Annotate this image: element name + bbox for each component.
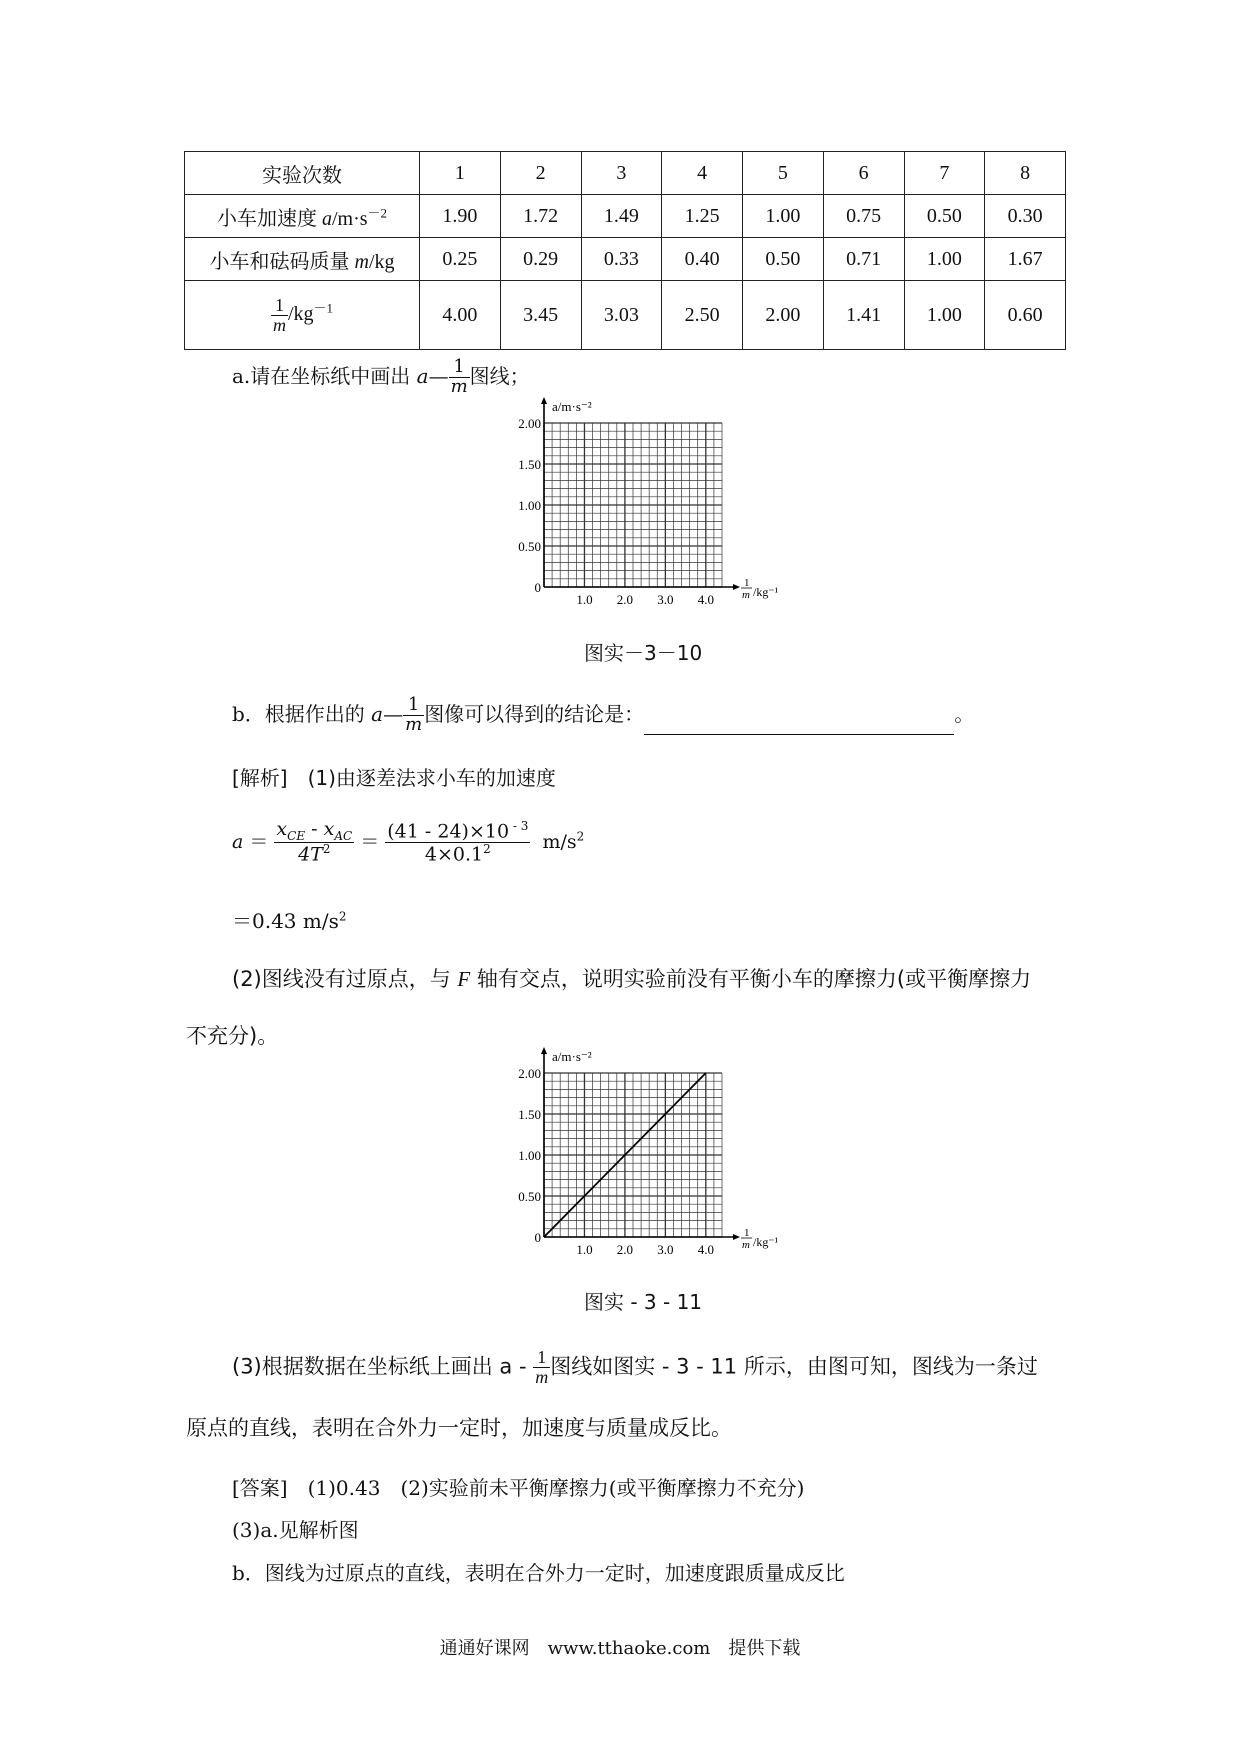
table-cell: 1.72 [500, 195, 581, 238]
table-cell: 3.03 [581, 281, 662, 350]
x-axis-arrow [733, 584, 740, 590]
y-tick-label: 1.00 [518, 1148, 541, 1163]
y-tick-label: 1.50 [518, 1107, 541, 1122]
row-label-inverse-mass: $\frac{1}{m}$ $/kg^{-1}$ [185, 281, 420, 350]
x-tick-label: 1.0 [576, 1242, 593, 1257]
table-cell: 0.25 [420, 238, 501, 281]
x-axis-label-num: 1 [744, 1227, 750, 1239]
x-axis-label-den: m [742, 589, 750, 601]
y-axis-arrow [541, 1047, 547, 1054]
table-cell: 0.71 [823, 238, 904, 281]
table-row [185, 238, 1066, 281]
y-axis-arrow [541, 397, 547, 404]
acceleration-result: ＝0.43 $m/s^2$ [232, 909, 347, 933]
table-cell: 1.25 [662, 195, 743, 238]
y-tick-label: 2.00 [518, 416, 541, 431]
x-tick-label: 3.0 [657, 592, 674, 607]
row-label-mass: 小车和砝码质量 m/kg [185, 238, 420, 281]
analysis-part3-line2: 原点的直线，表明在合外力一定时，加速度与质量成反比。 [186, 1416, 732, 1440]
y-tick-label: 0 [534, 1230, 541, 1245]
x-axis-label-den: m [742, 1239, 750, 1251]
answer-line-3: b．图线为过原点的直线，表明在合外力一定时，加速度跟质量成反比 [232, 1561, 845, 1585]
part-b-question: b．根据作出的 a— $\frac{1}{m}$ 图像可以得到的结论是： 。 [232, 694, 975, 735]
answer-line-2: (3)a.见解析图 [232, 1518, 359, 1542]
analysis-part3-line1: (3)根据数据在坐标纸上画出 a - $\frac{1}{m}$ 图线如图实 - 3 - 11 所示，由图可知，图线为一条过 [232, 1347, 1038, 1387]
x-tick-label: 3.0 [657, 1242, 674, 1257]
y-tick-label: 0.50 [518, 1189, 541, 1204]
table-cell: 1.90 [420, 195, 501, 238]
table-cell: 2.00 [743, 281, 824, 350]
table-cell: 4.00 [420, 281, 501, 350]
table-cell: 1.00 [904, 238, 985, 281]
table-cell: 0.75 [823, 195, 904, 238]
analysis-part2-line1: (2)图线没有过原点，与 F 轴有交点，说明实验前没有平衡小车的摩擦力(或平衡摩擦力 [232, 967, 1032, 991]
table-cell: 8 [985, 152, 1066, 195]
row-label-acceleration: 小车加速度 $a/m\cdot s^{-2}$ [185, 195, 420, 238]
table-cell: 7 [904, 152, 985, 195]
y-tick-label: 2.00 [518, 1066, 541, 1081]
x-axis-label-unit: /kg⁻¹ [753, 1235, 779, 1249]
analysis-part2-line2: 不充分)。 [186, 1024, 279, 1048]
table-cell: 0.50 [743, 238, 824, 281]
table-cell: 1 [420, 152, 501, 195]
acceleration-equation: a ＝ $\frac{x_{CE} - x_{AC}}{4T^2}$ ＝ $\frac{(41 - 24)\times 10 ^{- 3}}{4\times 0.1^2}$ $m/s^2$ [232, 818, 585, 866]
figure-caption-2: 图实 - 3 - 11 [584, 1290, 703, 1314]
table-row [185, 281, 1066, 350]
answer-blank [644, 714, 954, 735]
table-cell: 2.50 [662, 281, 743, 350]
table-cell: 5 [743, 152, 824, 195]
x-tick-label: 1.0 [576, 592, 593, 607]
x-axis-label-num: 1 [744, 577, 750, 589]
part-a-question: a.请在坐标纸中画出 a— $\frac{1}{m}$ 图线； [232, 356, 530, 397]
table-cell: 0.50 [904, 195, 985, 238]
x-tick-label: 4.0 [697, 1242, 714, 1257]
table-cell: 1.41 [823, 281, 904, 350]
analysis-intro: [解析] (1)由逐差法求小车的加速度 [232, 766, 556, 790]
x-tick-label: 2.0 [616, 592, 634, 607]
data-table [184, 151, 1066, 350]
y-tick-label: 1.50 [518, 457, 541, 472]
answer-grid-graph [510, 1049, 780, 1272]
table-cell: 3 [581, 152, 662, 195]
x-axis-arrow [733, 1234, 740, 1240]
table-cell: 0.29 [500, 238, 581, 281]
table-cell: 0.33 [581, 238, 662, 281]
table-cell: 2 [500, 152, 581, 195]
table-cell: 1.00 [743, 195, 824, 238]
figure-caption-1: 图实－3－10 [584, 641, 703, 665]
x-axis-label-unit: /kg⁻¹ [753, 585, 779, 599]
table-cell: 1.67 [985, 238, 1066, 281]
y-tick-label: 1.00 [518, 498, 541, 513]
table-header-label: 实验次数 [185, 152, 420, 195]
table-cell: 1.00 [904, 281, 985, 350]
y-axis-label: a/m·s⁻² [552, 399, 592, 414]
table-cell: 0.60 [985, 281, 1066, 350]
y-tick-label: 0.50 [518, 539, 541, 554]
y-axis-label: a/m·s⁻² [552, 1049, 592, 1064]
table-cell: 6 [823, 152, 904, 195]
table-row [185, 195, 1066, 238]
x-tick-label: 4.0 [697, 592, 714, 607]
table-cell: 0.40 [662, 238, 743, 281]
page-footer: 通通好课网 www.tthaoke.com 提供下载 [439, 1638, 801, 1659]
empty-grid-graph [510, 399, 780, 622]
answer-line-1: [答案] (1)0.43 (2)实验前未平衡摩擦力(或平衡摩擦力不充分) [232, 1476, 805, 1500]
x-tick-label: 2.0 [616, 1242, 634, 1257]
table-cell: 4 [662, 152, 743, 195]
table-cell: 1.49 [581, 195, 662, 238]
table-cell: 3.45 [500, 281, 581, 350]
table-row [185, 152, 1066, 195]
table-cell: 0.30 [985, 195, 1066, 238]
y-tick-label: 0 [534, 580, 541, 595]
